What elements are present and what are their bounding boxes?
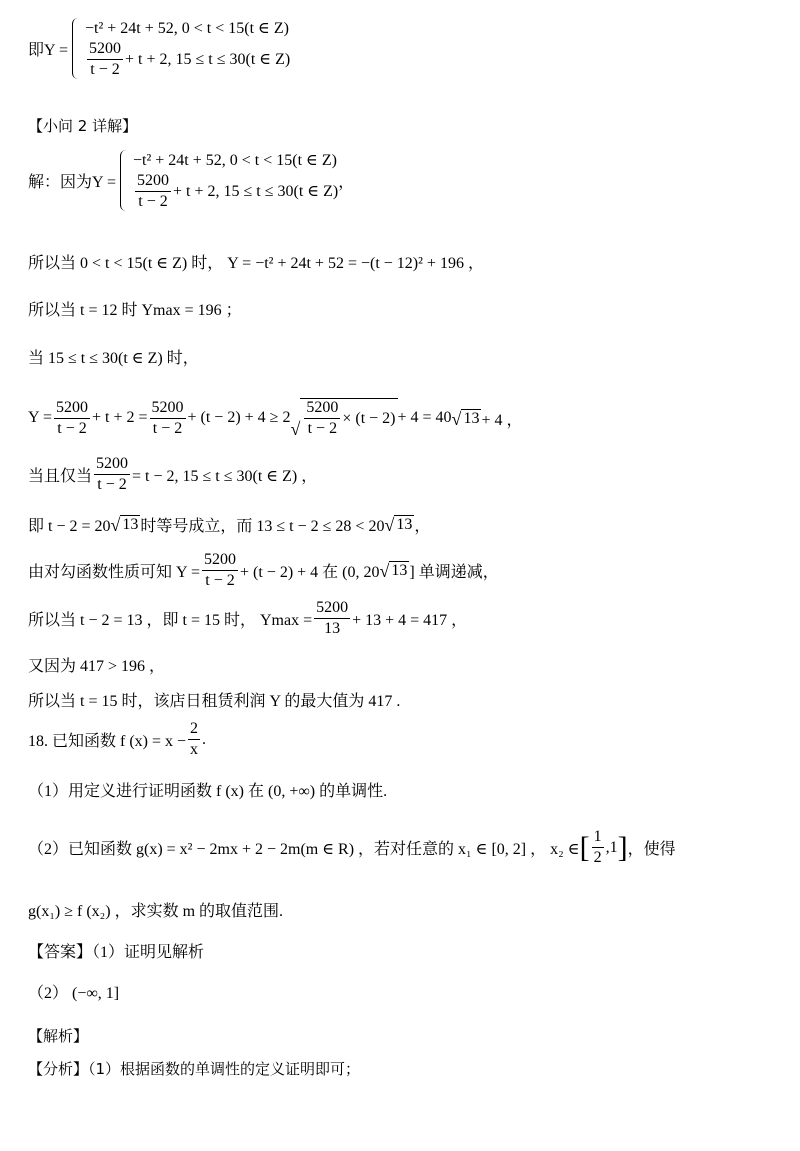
piecewise-system — [120, 150, 338, 211]
sqrt-13 — [380, 561, 410, 580]
piecewise-y-def — [28, 18, 790, 79]
fraction-denominator: t − 2 — [138, 193, 168, 210]
text-segment: 时等号成立，而 13 ≤ t − 2 ≤ 28 < 20 — [140, 518, 385, 535]
piecewise-system — [72, 18, 290, 79]
question-18-part2-cont: g(x₁) ≥ f (x₂) ，求实数 m 的取值范围. — [28, 903, 284, 920]
text-segment: 即 t − 2 = 20 — [28, 518, 111, 535]
text-segment: × (t − 2) — [342, 409, 396, 427]
piecewise-prefix: 即Y = — [28, 42, 68, 59]
text-segment: 所以当 t − 2 = 13 ，即 t = 15 时， Ymax = — [28, 612, 313, 629]
case-1: −t² + 24t + 52, 0 < t < 15(t ∈ Z) — [133, 152, 337, 169]
text-segment: 18. 已知函数 f (x) = x − — [28, 733, 187, 750]
fraction-numerator: 5200 — [304, 399, 340, 419]
radicand: 13 — [463, 409, 480, 427]
analysis-label: 【解析】 — [28, 1027, 89, 1045]
line-case1-vertex: 所以当 0 < t < 15(t ∈ Z) 时， Y = −t² + 24t + 52 = −(t − 12)² + 196 ， — [28, 255, 484, 272]
right-bracket: ] — [617, 830, 628, 864]
line-compare: 又因为 417 > 196 ， — [28, 658, 166, 675]
fraction-denominator: t − 2 — [90, 61, 120, 78]
answer-part2: （2） (−∞, 1] — [28, 985, 120, 1002]
fraction-denominator: t − 2 — [152, 419, 183, 437]
fraction-numerator: 5200 — [54, 399, 90, 419]
text-segment: ， — [414, 518, 431, 535]
text-segment: 当且仅当 — [28, 468, 93, 485]
radical-sign: √ — [384, 515, 395, 535]
left-brace — [120, 150, 129, 211]
solution-suffix: ， — [338, 174, 355, 191]
fraction-denominator: t − 2 — [205, 572, 235, 589]
case-1: −t² + 24t + 52, 0 < t < 15(t ∈ Z) — [85, 20, 289, 37]
left-brace — [72, 18, 81, 79]
line-conclusion: 所以当 t = 15 时，该店日租赁利润 Y 的最大值为 417 . — [28, 693, 401, 710]
text-segment: （2）已知函数 g(x) = x² − 2mx + 2 − 2m(m ∈ R) ，若对任意的 x₁ ∈ [0, 2] ， x₂ ∈ — [28, 841, 580, 858]
line-hook-function — [28, 551, 790, 590]
fraction-denominator: t − 2 — [57, 419, 87, 437]
text-segment: ,1 — [605, 838, 618, 856]
fraction-denominator: t − 2 — [307, 420, 338, 437]
fraction-numerator: 5200 — [314, 599, 350, 619]
line-equality-holds — [28, 513, 790, 536]
sqrt-13 — [384, 515, 414, 534]
text-segment: + (t − 2) + 4 在 (0, 20 — [240, 564, 380, 581]
fraction-numerator: 5200 — [150, 399, 186, 419]
sqrt-13 — [111, 515, 141, 534]
line-max-196: 所以当 t = 12 时 Ymax = 196 ； — [28, 302, 242, 319]
text-segment: Y = — [28, 409, 52, 426]
radical-sign: √ — [110, 515, 121, 535]
left-bracket: [ — [579, 830, 590, 864]
case-2-rest: + t + 2, 15 ≤ t ≤ 30(t ∈ Z) — [173, 182, 339, 200]
case-2 — [133, 172, 338, 211]
analysis-part1: 【分析】（1）根据函数的单调性的定义证明即可； — [28, 1060, 361, 1078]
sqrt-expression — [290, 398, 397, 438]
text-segment: + t + 2 = — [91, 409, 148, 426]
solution-intro — [28, 150, 790, 211]
text-segment: + 4 ， — [481, 411, 523, 429]
text-segment: + 13 + 4 = 417 ， — [352, 612, 468, 629]
radicand: 13 — [122, 516, 139, 533]
question-18-part2 — [28, 828, 790, 867]
solution-prefix: 解：因为Y = — [28, 174, 116, 191]
line-equality-condition — [28, 455, 790, 494]
answer-label: 【答案】（1）证明见解析 — [28, 944, 205, 961]
fraction-numerator: 2 — [188, 720, 200, 740]
radicand: 13 — [396, 516, 413, 533]
fraction-denominator: t − 2 — [97, 476, 127, 493]
fraction-denominator: 13 — [324, 620, 341, 637]
radical-sign: √ — [451, 408, 462, 429]
text-segment: + (t − 2) + 4 ≥ 2 — [187, 409, 291, 426]
sqrt-13 — [452, 409, 482, 428]
case-2 — [85, 40, 290, 79]
question-18 — [28, 720, 790, 759]
case-2-rest: + t + 2, 15 ≤ t ≤ 30(t ∈ Z) — [125, 50, 291, 68]
text-segment: + 4 = 40 — [397, 409, 452, 426]
text-segment: ，使得 — [627, 841, 676, 858]
text-segment: . — [202, 730, 207, 748]
radical-sign: √ — [290, 419, 301, 439]
fraction-numerator: 5200 — [202, 551, 238, 571]
fraction-denominator: x — [190, 741, 199, 758]
fraction-numerator: 5200 — [94, 455, 130, 475]
text-segment: = t − 2, 15 ≤ t ≤ 30(t ∈ Z) ， — [132, 468, 318, 485]
text-segment: 由对勾函数性质可知 Y = — [28, 564, 200, 581]
radical-sign: √ — [379, 561, 390, 581]
question-18-part1: （1）用定义进行证明函数 f (x) 在 (0, +∞) 的单调性. — [28, 783, 388, 800]
fraction-numerator: 5200 — [87, 40, 123, 60]
fraction-denominator: 2 — [593, 849, 602, 866]
fraction-numerator: 1 — [592, 828, 604, 848]
radicand: 13 — [391, 562, 408, 579]
line-am-gm — [28, 398, 790, 438]
fraction-numerator: 5200 — [135, 172, 171, 192]
text-segment: ] 单调递减， — [409, 564, 499, 581]
part2-header: 【小问 2 详解】 — [28, 117, 138, 135]
line-max-417 — [28, 599, 790, 638]
line-case2-condition: 当 15 ≤ t ≤ 30(t ∈ Z) 时， — [28, 350, 199, 367]
